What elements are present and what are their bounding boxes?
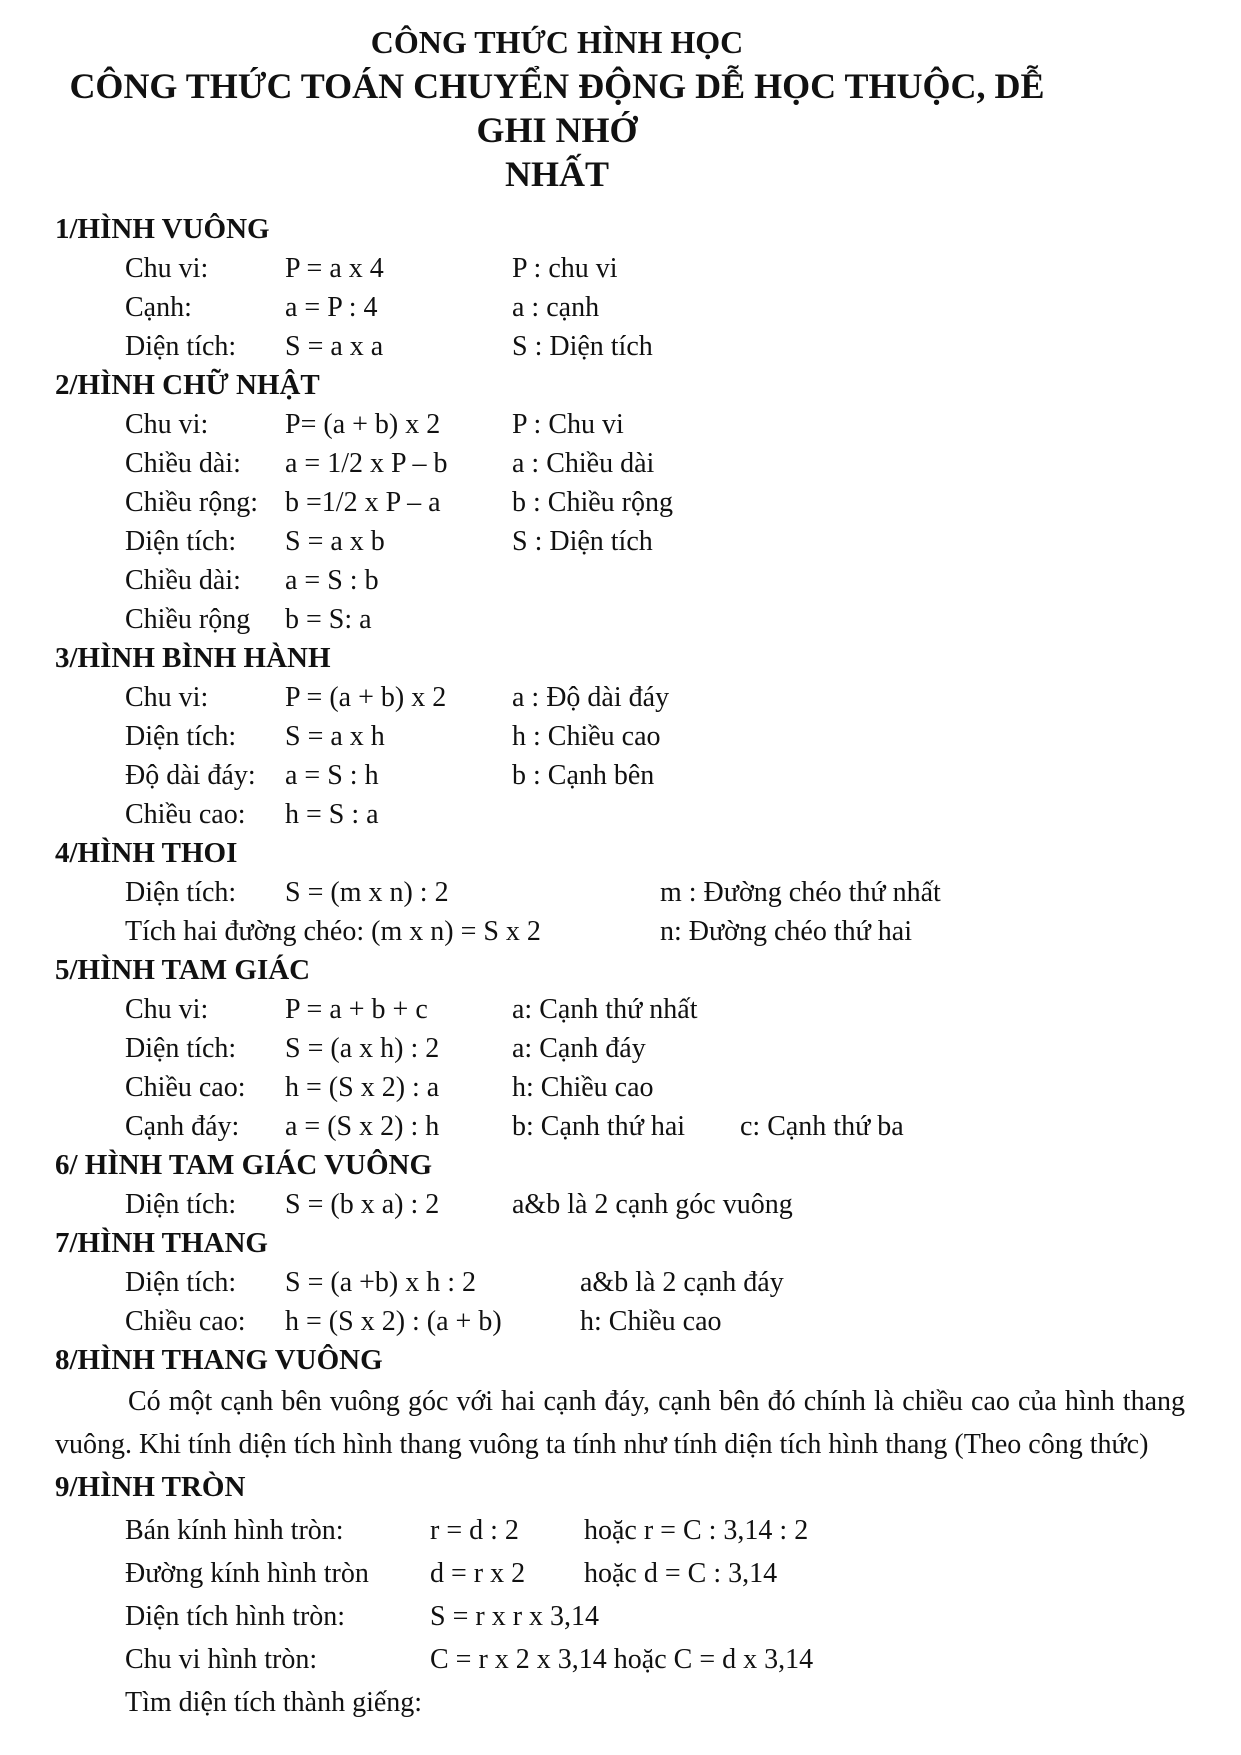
row-formula: d = r x 2: [430, 1558, 526, 1589]
section-heading: 1/HÌNH VUÔNG: [55, 213, 270, 245]
row-label: Chiều cao:: [125, 799, 246, 830]
row-formula: [430, 1681, 584, 1724]
row-note: hoặc d = C : 3,14: [584, 1558, 778, 1589]
section-heading: 6/ HÌNH TAM GIÁC VUÔNG: [55, 1149, 433, 1181]
section-rows: [125, 1509, 1185, 1724]
row-note: S : Diện tích: [512, 331, 653, 362]
row-label: Cạnh đáy:: [125, 1111, 240, 1142]
section-rows: [125, 873, 1185, 951]
section-rows: [125, 1263, 1185, 1341]
row-note: [584, 1681, 1185, 1724]
title-line-3: NHẤT: [504, 154, 609, 194]
row-formula: h = S : a: [285, 799, 379, 830]
formula-row: [125, 1302, 1185, 1341]
row-formula: P = (a + b) x 2: [285, 682, 447, 713]
row-label: Chu vi hình tròn:: [125, 1644, 318, 1675]
row-label: Chu vi:: [125, 253, 209, 284]
row-note: b : Chiều rộng: [512, 487, 673, 518]
row-note: [512, 561, 1185, 600]
row-note: h: Chiều cao: [512, 1072, 654, 1103]
row-label: Diện tích:: [125, 526, 237, 557]
formula-row: [125, 873, 1185, 912]
row-note: h : Chiều cao: [512, 721, 661, 752]
formula-row: [125, 1552, 1185, 1595]
section-hinh-thang: [55, 1224, 1185, 1341]
row-formula: b =1/2 x P – a: [285, 487, 441, 518]
formula-row: [125, 717, 1185, 756]
section-heading: 5/HÌNH TAM GIÁC: [55, 954, 311, 986]
row-note: P : chu vi: [512, 253, 618, 284]
formula-row: [125, 405, 1185, 444]
row-label: Cạnh:: [125, 292, 192, 323]
formula-row: [125, 990, 1185, 1029]
section-paragraph: Có một cạnh bên vuông góc với hai cạnh đáy, cạnh bên đó chính là chiều cao của hình thang vuông. Khi tính diện tích hình thang vuông ta tính như tính diện tích hình thang (Theo công thức): [55, 1386, 1185, 1460]
section-rows: [125, 405, 1185, 639]
section-hinh-tam-giac: [55, 951, 1185, 1146]
formula-row: [125, 1509, 1185, 1552]
formula-row: [125, 1638, 1185, 1681]
row-formula: h = (S x 2) : a: [285, 1072, 440, 1103]
row-label: Chiều rộng: [125, 604, 251, 635]
row-label: Chiều dài:: [125, 448, 241, 479]
formula-row: [125, 1681, 1185, 1724]
section-rows: [125, 678, 1185, 834]
formula-row: [125, 1185, 1185, 1224]
formula-row: [125, 1595, 1185, 1638]
row-formula: S = r x r x 3,14: [430, 1601, 600, 1632]
row-note: a&b là 2 cạnh góc vuông: [512, 1189, 793, 1220]
row-label: Diện tích:: [125, 1189, 237, 1220]
row-note: m : Đường chéo thứ nhất: [660, 877, 941, 908]
formula-row: [125, 912, 1185, 951]
section-hinh-vuong: [55, 210, 1185, 366]
section-rows: [125, 249, 1185, 366]
row-formula: r = d : 2: [430, 1515, 519, 1546]
section-hinh-tron: [55, 1466, 1185, 1724]
formula-row: [125, 288, 1185, 327]
row-note: P : Chu vi: [512, 409, 624, 440]
row-formula: S = a x a: [285, 331, 384, 362]
row-formula: C = r x 2 x 3,14 hoặc C = d x 3,14: [430, 1644, 814, 1675]
row-note: a : cạnh: [512, 292, 600, 323]
formula-row: [125, 1107, 1185, 1146]
section-hinh-tam-giac-vuong: [55, 1146, 1185, 1224]
formula-row: [125, 249, 1185, 288]
row-formula: S = (b x a) : 2: [285, 1189, 440, 1220]
row-label: Diện tích:: [125, 331, 237, 362]
section-rows: [125, 1185, 1185, 1224]
row-label: Chu vi:: [125, 409, 209, 440]
row-formula: S = (a +b) x h : 2: [285, 1267, 477, 1298]
formula-row: [125, 1068, 1185, 1107]
formula-row: [125, 1263, 1185, 1302]
row-label: Đường kính hình tròn: [125, 1558, 369, 1589]
title-line-1: CÔNG THỨC HÌNH HỌC: [370, 24, 744, 60]
row-label: Bán kính hình tròn:: [125, 1515, 344, 1546]
section-hinh-thoi: [55, 834, 1185, 951]
row-note: hoặc r = C : 3,14 : 2: [584, 1515, 809, 1546]
row-note: a&b là 2 cạnh đáy: [580, 1267, 784, 1298]
row-label: Chu vi:: [125, 994, 209, 1025]
row-note: h: Chiều cao: [580, 1306, 722, 1337]
row-formula: S = a x h: [285, 721, 385, 752]
formula-row: [125, 795, 1185, 834]
formula-row: [125, 561, 1185, 600]
row-formula: h = (S x 2) : (a + b): [285, 1306, 502, 1337]
row-formula: a = (S x 2) : h: [285, 1111, 440, 1142]
row-note: a: Cạnh thứ nhất: [512, 994, 698, 1025]
section-heading: 9/HÌNH TRÒN: [55, 1471, 246, 1503]
row-note: b : Cạnh bên: [512, 760, 655, 791]
row-formula: S = (a x h) : 2: [285, 1033, 440, 1064]
row-label: Chiều cao:: [125, 1072, 246, 1103]
row-label: Chiều dài:: [125, 565, 241, 596]
formula-row: [125, 678, 1185, 717]
row-note: a : Độ dài đáy: [512, 682, 670, 713]
row-label: Diện tích:: [125, 877, 237, 908]
section-hinh-chu-nhat: [55, 366, 1185, 639]
section-heading: 4/HÌNH THOI: [55, 837, 238, 869]
formula-row: [125, 522, 1185, 561]
row-note: [512, 795, 1185, 834]
row-note-2: c: Cạnh thứ ba: [740, 1111, 904, 1142]
formula-row: [125, 483, 1185, 522]
row-note: [512, 600, 1185, 639]
row-note: a : Chiều dài: [512, 448, 655, 479]
section-hinh-thang-vuong: [55, 1341, 1185, 1466]
section-heading: 7/HÌNH THANG: [55, 1227, 268, 1259]
row-formula: S = (m x n) : 2: [285, 877, 449, 908]
row-label: Diện tích hình tròn:: [125, 1601, 346, 1632]
row-label: Diện tích:: [125, 721, 237, 752]
row-note: b: Cạnh thứ hai: [512, 1111, 686, 1142]
row-formula: a = 1/2 x P – b: [285, 448, 448, 479]
row-formula: a = S : h: [285, 760, 379, 791]
row-note: n: Đường chéo thứ hai: [660, 916, 912, 947]
formula-row: [125, 327, 1185, 366]
title-line-2: CÔNG THỨC TOÁN CHUYỂN ĐỘNG DỄ HỌC THUỘC, DỄ GHI NHỚ: [69, 66, 1045, 150]
row-formula: a = P : 4: [285, 292, 378, 323]
row-formula: P = a x 4: [285, 253, 384, 284]
row-label: Chiều rộng:: [125, 487, 258, 518]
formula-row: [125, 756, 1185, 795]
row-label: Diện tích:: [125, 1033, 237, 1064]
row-note: [584, 1638, 1185, 1681]
document-title: [55, 20, 1059, 196]
section-heading: 8/HÌNH THANG VUÔNG: [55, 1344, 383, 1376]
row-formula: P= (a + b) x 2: [285, 409, 441, 440]
section-heading: 3/HÌNH BÌNH HÀNH: [55, 642, 331, 674]
formula-row: [125, 444, 1185, 483]
row-label: Tìm diện tích thành giếng:: [125, 1687, 423, 1718]
section-hinh-binh-hanh: [55, 639, 1185, 834]
section-rows: [125, 990, 1185, 1146]
row-label: Diện tích:: [125, 1267, 237, 1298]
formula-row: [125, 600, 1185, 639]
row-note: S : Diện tích: [512, 526, 653, 557]
row-label: Chiều cao:: [125, 1306, 246, 1337]
row-label: Tích hai đường chéo: (m x n) = S x 2: [125, 916, 541, 947]
row-note: a: Cạnh đáy: [512, 1033, 646, 1064]
row-note: [584, 1595, 1185, 1638]
section-heading: 2/HÌNH CHỮ NHẬT: [55, 369, 320, 401]
formula-row: [125, 1029, 1185, 1068]
row-label: Chu vi:: [125, 682, 209, 713]
row-formula: S = a x b: [285, 526, 385, 557]
row-label: Độ dài đáy:: [125, 760, 256, 791]
row-formula: P = a + b + c: [285, 994, 428, 1025]
row-formula: a = S : b: [285, 565, 379, 596]
row-formula: b = S: a: [285, 604, 372, 635]
